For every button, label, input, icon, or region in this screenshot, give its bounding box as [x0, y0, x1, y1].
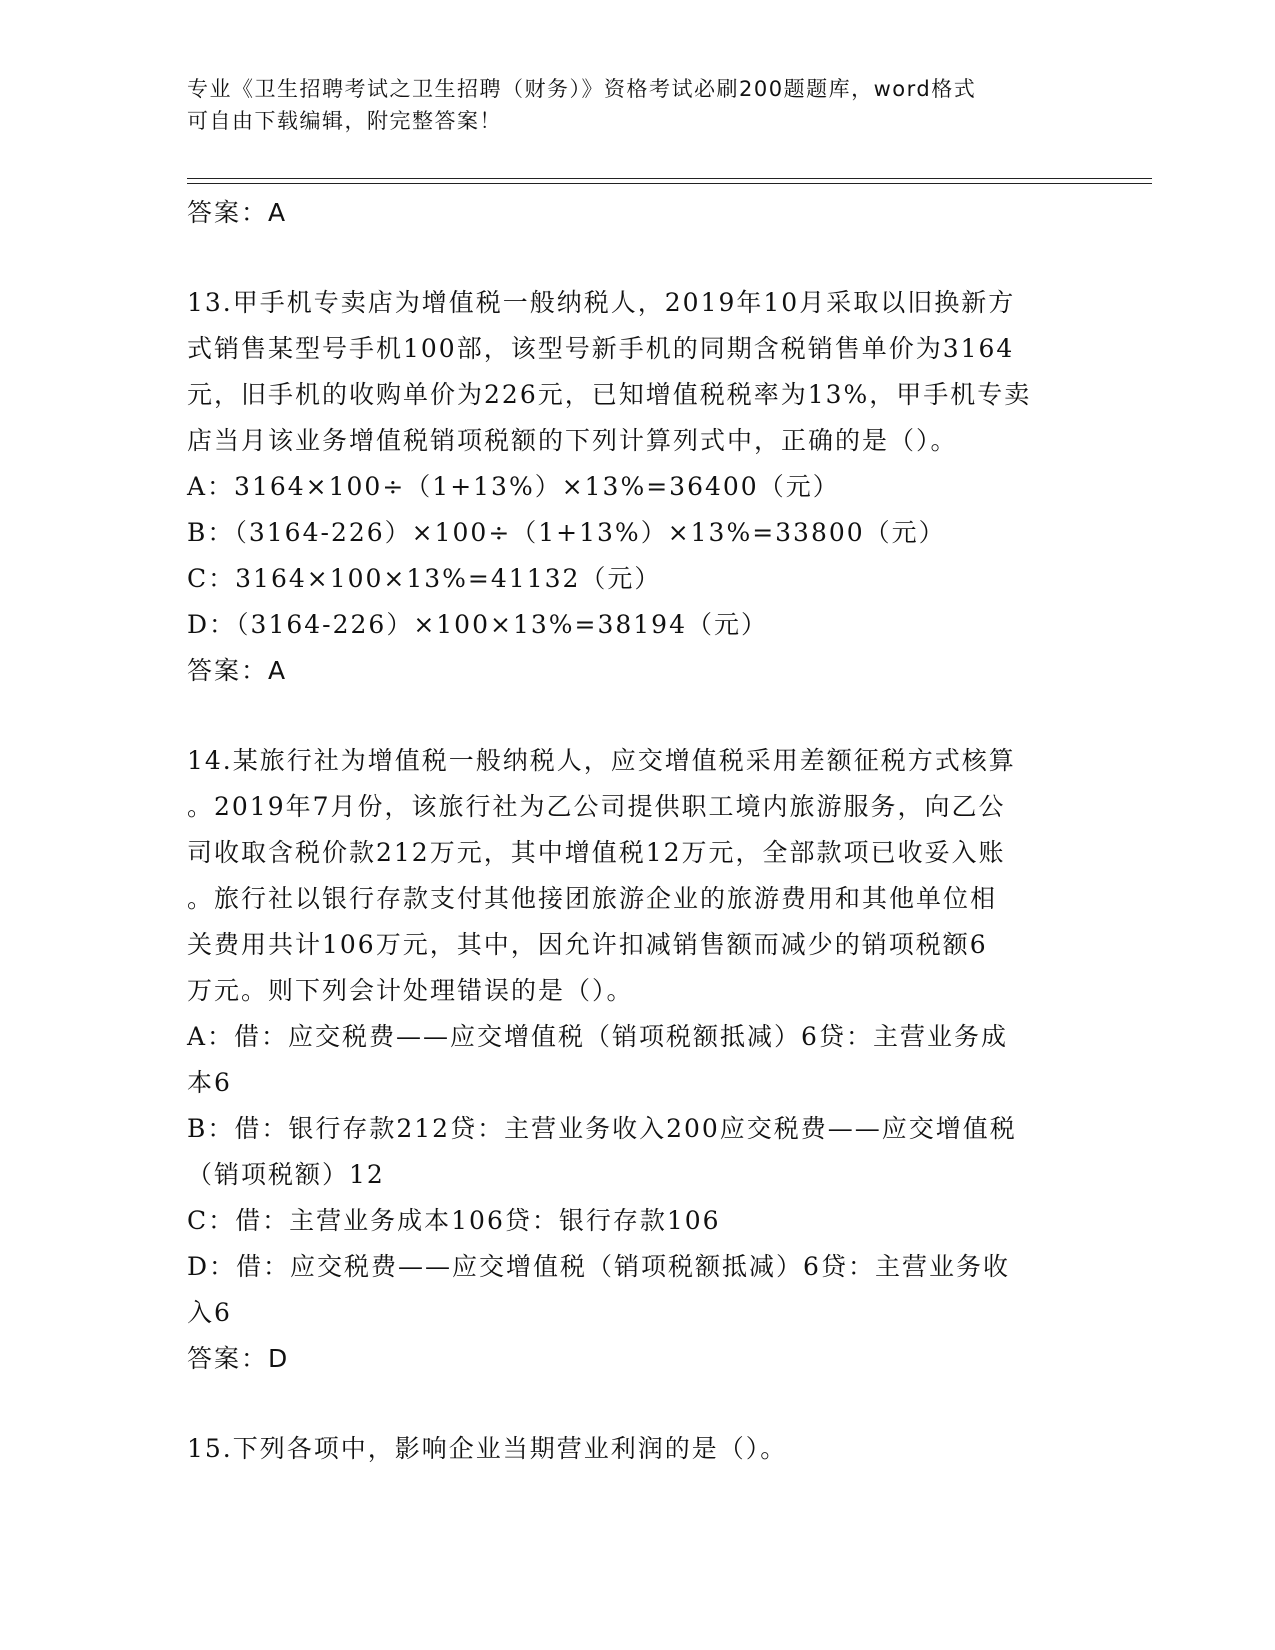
question-text-line: 。2019年7月份，该旅行社为乙公司提供职工境内旅游服务，向乙公 — [187, 792, 1006, 821]
header-divider-top — [187, 178, 1152, 179]
question-text-line: 司收取含税价款212万元，其中增值税12万元，全部款项已收妥入账 — [187, 838, 1006, 867]
option-d: D：借：应交税费——应交增值税（销项税额抵减）6贷：主营业务收 — [187, 1252, 1010, 1281]
question-text-line: 式销售某型号手机100部，该型号新手机的同期含税销售单价为3164 — [187, 334, 1015, 363]
option-b: B：（3164-226）×100÷（1+13%）×13%=33800（元） — [187, 518, 946, 547]
question-text-line: 14.某旅行社为增值税一般纳税人，应交增值税采用差额征税方式核算 — [187, 746, 1016, 775]
question-text-line: 万元。则下列会计处理错误的是（）。 — [187, 976, 634, 1005]
header-line-2: 可自由下载编辑，附完整答案！ — [187, 109, 502, 133]
question-text-line: 13.甲手机专卖店为增值税一般纳税人，2019年10月采取以旧换新方 — [187, 288, 1016, 317]
option-d-cont: 入6 — [187, 1298, 232, 1327]
document-header — [187, 73, 1087, 137]
option-c: C：借：主营业务成本106贷：银行存款106 — [187, 1206, 721, 1235]
header-line-1: 专业《卫生招聘考试之卫生招聘（财务）》资格考试必刷200题题库，word格式 — [187, 77, 977, 101]
question-text-line: 。旅行社以银行存款支付其他接团旅游企业的旅游费用和其他单位相 — [187, 884, 998, 913]
question-text-line: 关费用共计106万元，其中，因允许扣减销售额而减少的销项税额6 — [187, 930, 988, 959]
option-b-cont: （销项税额）12 — [187, 1160, 385, 1189]
option-b: B：借：银行存款212贷：主营业务收入200应交税费——应交增值税 — [187, 1114, 1017, 1143]
option-a: A：借：应交税费——应交增值税（销项税额抵减）6贷：主营业务成 — [187, 1022, 1008, 1051]
document-body — [187, 190, 1087, 1472]
option-a: A：3164×100÷（1+13%）×13%=36400（元） — [187, 472, 840, 501]
question-text-line: 15.下列各项中，影响企业当期营业利润的是（）。 — [187, 1434, 788, 1463]
question-14 — [187, 738, 1087, 1382]
option-a-cont: 本6 — [187, 1068, 232, 1097]
answer-14: 答案：D — [187, 1344, 290, 1373]
question-text-line: 元，旧手机的收购单价为226元，已知增值税税率为13%，甲手机专卖 — [187, 380, 1032, 409]
spacer — [187, 236, 1087, 280]
question-text-line: 店当月该业务增值税销项税额的下列计算列式中，正确的是（）。 — [187, 426, 958, 455]
option-d: D：（3164-226）×100×13%=38194（元） — [187, 610, 768, 639]
spacer — [187, 694, 1087, 738]
header-divider-bottom — [187, 183, 1152, 184]
question-15 — [187, 1426, 1087, 1472]
answer-prev: 答案：A — [187, 198, 288, 227]
spacer — [187, 1382, 1087, 1426]
answer-13: 答案：A — [187, 656, 288, 685]
option-c: C：3164×100×13%=41132（元） — [187, 564, 662, 593]
question-13 — [187, 280, 1087, 694]
